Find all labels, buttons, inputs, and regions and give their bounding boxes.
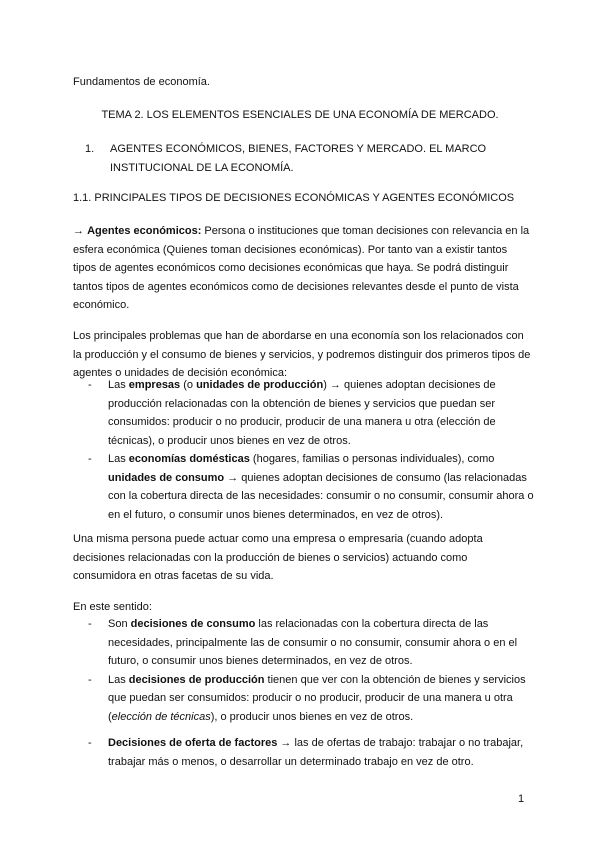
list-agentes xyxy=(73,376,543,524)
term-agentes: Agentes económicos: xyxy=(87,225,202,237)
subsection-heading: 1.1. PRINCIPALES TIPOS DE DECISIONES ECONÓMICAS Y AGENTES ECONÓMICOS xyxy=(73,192,515,204)
section-number: 1. xyxy=(85,143,95,155)
term: economías domésticas xyxy=(128,453,250,465)
chapter-title: TEMA 2. LOS ELEMENTOS ESENCIALES DE UNA ECONOMÍA DE MERCADO. xyxy=(101,109,499,121)
list-item xyxy=(73,615,543,671)
section-title: AGENTES ECONÓMICOS, BIENES, FACTORES Y MERCADO. EL MARCO INSTITUCIONAL DE LA ECONOMÍA. xyxy=(110,143,487,174)
arrow-glyph: → xyxy=(73,225,88,237)
paragraph-problemas: Los principales problemas que han de abordarse en una economía son los relacionados con la producción y el consumo de bienes y servicios, y podremos distinguir dos primeros tipos de agentes o unidades de decisión económica: xyxy=(73,330,531,379)
text: ) → quienes adoptan decisiones de producción relacionadas con la obtención de bienes y servicios que puedan ser consumidos: producir o no producir, producir de una manera u otra (elección de técnicas), o producir unos bienes en vez de otros. xyxy=(108,379,496,447)
text: Son xyxy=(108,618,131,630)
term: empresas xyxy=(128,379,181,391)
term: unidades de producción xyxy=(196,379,324,391)
bullet-dash: - xyxy=(88,618,92,630)
list-item xyxy=(73,376,543,450)
text: (hogares, familias o personas individuales), como xyxy=(249,453,495,465)
italic-term: elección de técnicas xyxy=(111,710,211,723)
list-item xyxy=(73,734,543,771)
bullet-dash: - xyxy=(88,673,92,686)
text: → quienes adoptan decisiones de consumo (las relacionadas con la cobertura directa de las necesidades: consumir o no consumir, consumir ahora o en el futuro, o consumir unos bienes determinados, en vez de otros). xyxy=(108,471,534,521)
paragraph-agentes xyxy=(73,222,533,315)
text: ), o producir unos bienes en vez de otros. xyxy=(210,710,414,723)
term: decisiones de consumo xyxy=(130,618,256,630)
page-number: 1 xyxy=(518,793,525,805)
bullet-dash: - xyxy=(88,453,92,465)
text: Las xyxy=(108,673,129,686)
term: decisiones de producción xyxy=(128,673,265,686)
list-item xyxy=(73,671,543,727)
text: Las xyxy=(108,379,129,391)
bullet-dash: - xyxy=(88,379,92,391)
term: Decisiones de oferta de factores xyxy=(108,737,278,749)
bullet-dash: - xyxy=(88,737,92,749)
course-header: Fundamentos de economía. xyxy=(73,76,210,88)
text: tienen que ver con la obtención de bienes y servicios que puedan ser consumidos: producir o no producir, producir de una manera u otra ( xyxy=(108,673,526,723)
term: unidades de consumo xyxy=(108,471,225,484)
paragraph-sentido: En este sentido: xyxy=(73,601,152,613)
list-factores xyxy=(73,734,543,771)
paragraph-persona: Una misma persona puede actuar como una empresa o empresaria (cuando adopta decisiones relacionadas con la producción de bienes o servicios) actuando como consumidora en otras facetas de su vida. xyxy=(73,533,483,582)
list-item xyxy=(73,450,543,524)
text: las relacionadas con la cobertura directa de las necesidades, principalmente las de consumir o no consumir, consumir ahora o en el futuro, o consumir unos bienes determinados, en vez de otros. xyxy=(108,618,518,667)
text: Las xyxy=(108,453,129,465)
text: → las de ofertas de trabajo: trabajar o no trabajar, trabajar más o menos, o desarrollar un determinado trabajo en vez de otro. xyxy=(108,737,524,768)
definition-text: Persona o instituciones que toman decisiones con relevancia en la esfera económica (Quienes toman decisiones económicas). Por tanto van a existir tantos tipos de agentes económicos como decisiones económicas que haya. Se podrá distinguir tantos tipos de agentes económicos como de decisiones relevantes desde el punto de vista económico. xyxy=(73,225,530,311)
list-decisiones xyxy=(73,615,543,726)
text: (o xyxy=(180,379,197,391)
